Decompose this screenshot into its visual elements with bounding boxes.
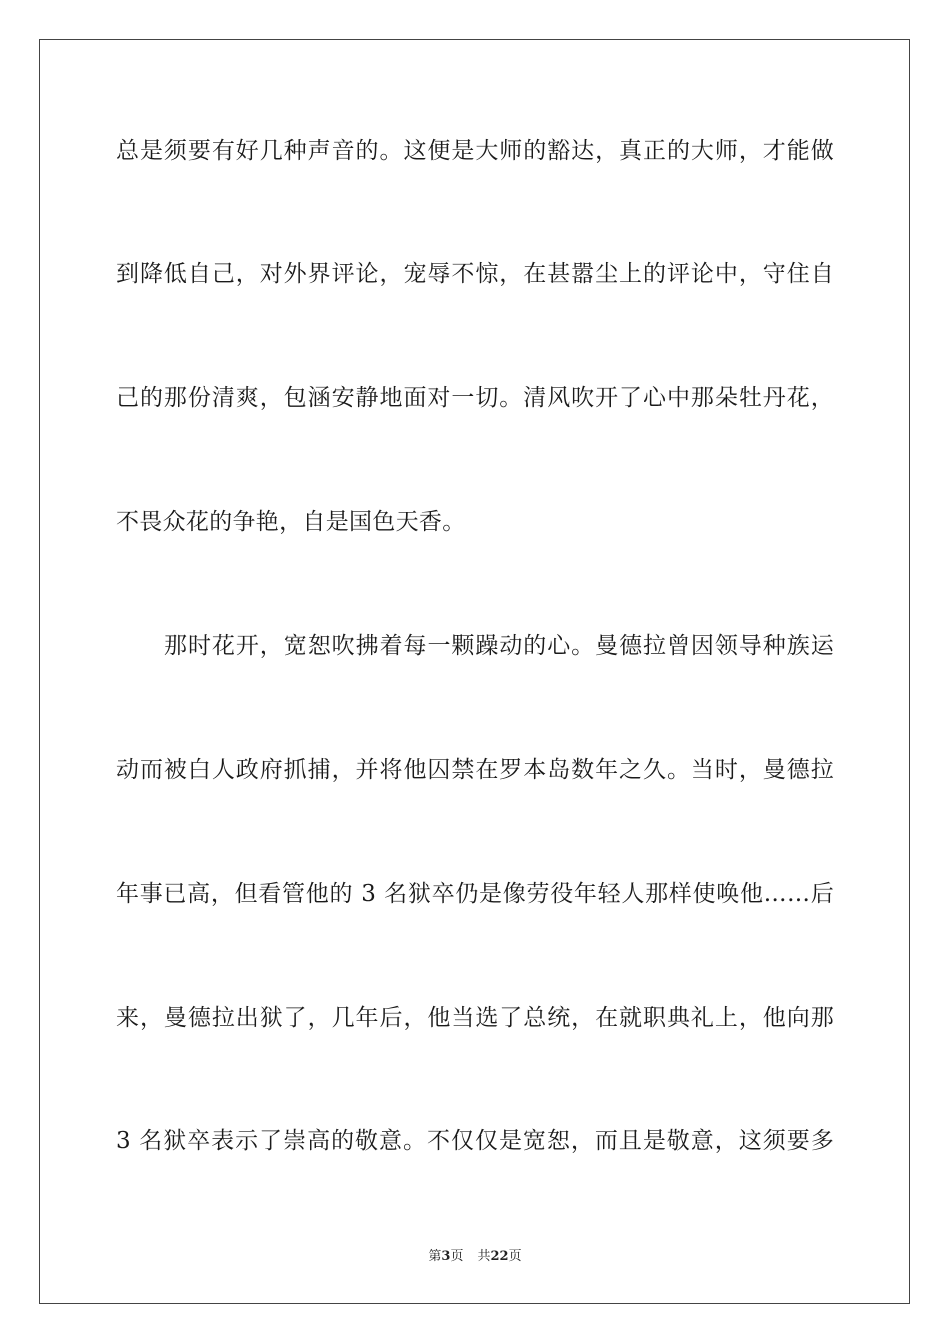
page-border xyxy=(39,39,910,1304)
page-number: 3 xyxy=(441,1249,451,1264)
page-footer xyxy=(0,1248,950,1266)
page-prefix: 第 xyxy=(428,1249,442,1264)
total-suffix: 页 xyxy=(508,1249,522,1264)
text-line-8: 来，曼德拉出狱了，几年后，他当选了总统，在就职典礼上，他向那 xyxy=(116,1005,834,1031)
text-line-3: 己的那份清爽，包涵安静地面对一切。清风吹开了心中那朵牡丹花， xyxy=(116,385,834,411)
text-line-9: 3 名狱卒表示了崇高的敬意。不仅仅是宽恕，而且是敬意，这须要多 xyxy=(116,1128,834,1154)
text-line-4: 不畏众花的争艳，自是国色天香。 xyxy=(116,509,466,535)
total-pages: 22 xyxy=(490,1249,509,1264)
page-suffix: 页 xyxy=(450,1249,464,1264)
text-line-2: 到降低自己，对外界评论，宠辱不惊，在甚嚣尘上的评论中，守住自 xyxy=(116,261,834,287)
text-line-6: 动而被白人政府抓捕，并将他囚禁在罗本岛数年之久。当时，曼德拉 xyxy=(116,757,834,783)
text-line-7: 年事已高，但看管他的 3 名狱卒仍是像劳役年轻人那样使唤他……后 xyxy=(116,881,834,907)
text-line-1: 总是须要有好几种声音的。这便是大师的豁达，真正的大师，才能做 xyxy=(116,138,834,164)
text-line-5: 那时花开，宽恕吹拂着每一颗躁动的心。曼德拉曾因领导种族运 xyxy=(164,633,834,659)
total-prefix: 共 xyxy=(477,1249,491,1264)
